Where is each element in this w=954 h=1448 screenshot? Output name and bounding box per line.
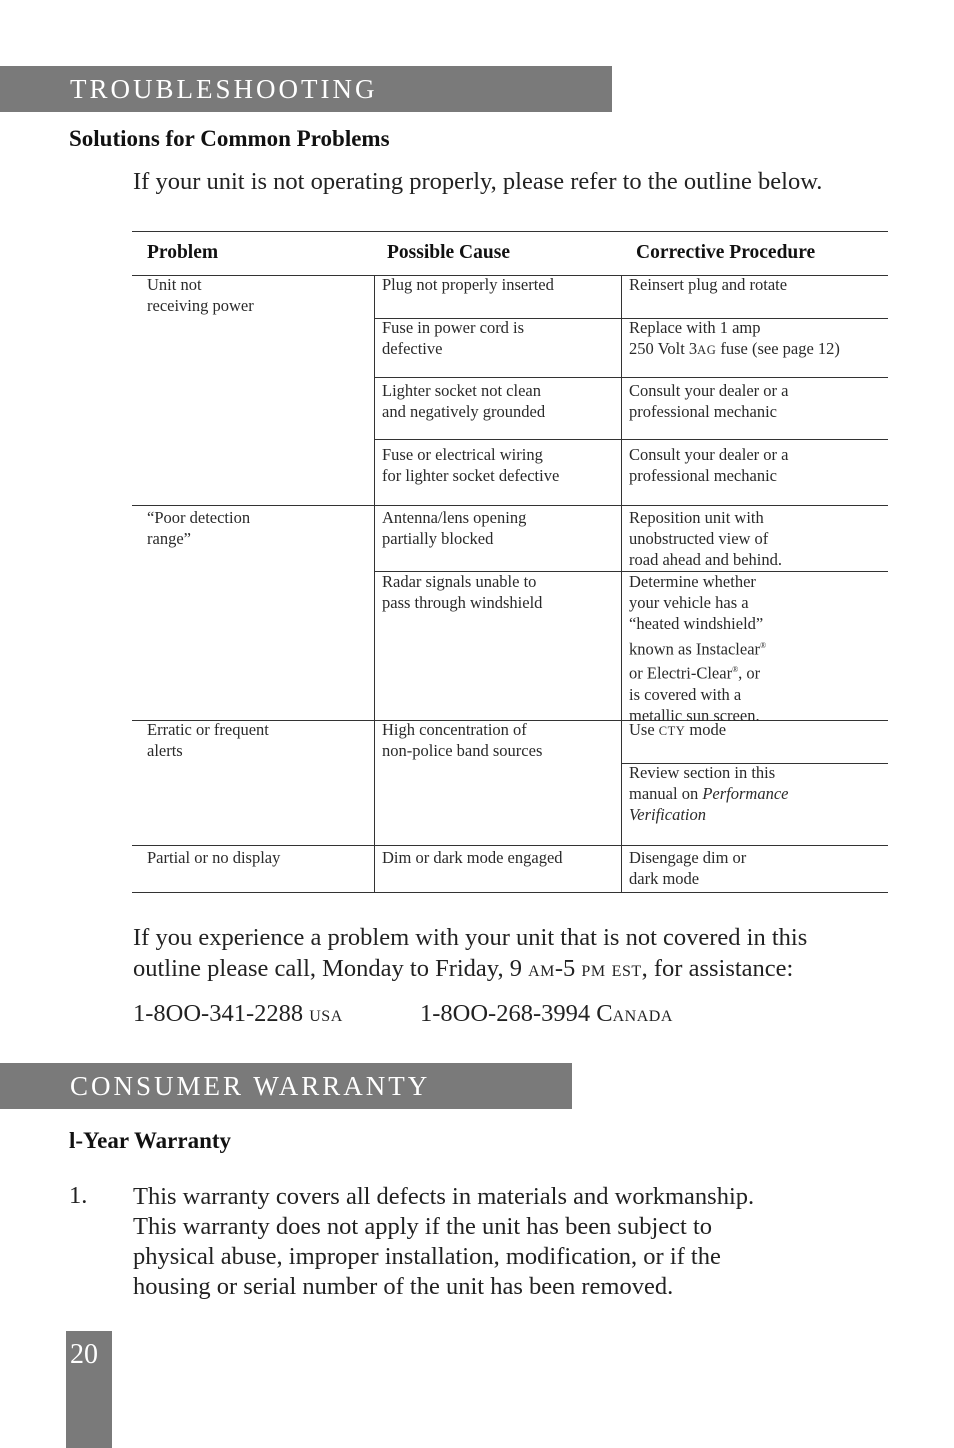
contact-text: outline please call, Monday to Friday, 9 <box>133 955 529 982</box>
est-label: EST <box>611 963 642 980</box>
cause-line: Dim or dark mode engaged <box>382 848 563 867</box>
problem-line: alerts <box>147 741 183 761</box>
procedure-line <box>629 659 766 684</box>
registered-mark: ® <box>760 640 767 650</box>
phone-canada-label: ANADA <box>612 1008 673 1025</box>
cause-line: Lighter socket not clean <box>382 381 541 400</box>
contact-paragraph <box>133 922 807 987</box>
procedure-text: , or <box>738 663 761 683</box>
cause-cell <box>382 274 554 295</box>
procedure-line: metallic sun screen. <box>629 706 760 726</box>
procedure-italic: Verification <box>629 805 706 825</box>
phone-usa-label: USA <box>309 1008 343 1025</box>
header-possible-cause: Possible Cause <box>387 242 510 263</box>
procedure-text: manual on <box>629 784 703 804</box>
procedure-line: Reposition unit with <box>629 508 764 527</box>
procedure-line <box>629 719 726 742</box>
procedure-text: or Electri-Clear <box>629 663 733 683</box>
cause-cell <box>382 444 559 486</box>
cause-line: Radar signals unable to <box>382 572 537 591</box>
procedure-cell <box>629 380 788 422</box>
warranty-line: physical abuse, improper installation, modification, or if the <box>133 1243 721 1270</box>
am-label: AM <box>528 963 555 980</box>
procedure-line: Review section in this <box>629 763 776 782</box>
table-rule <box>374 377 888 378</box>
procedure-line: Consult your dealer or a <box>629 445 789 464</box>
procedure-text: known as Instaclear <box>629 639 761 659</box>
intro-paragraph: If your unit is not operating properly, please refer to the outline below. <box>133 168 823 195</box>
warranty-line: housing or serial number of the unit has been removed. <box>133 1273 674 1300</box>
procedure-line <box>629 338 840 361</box>
troubleshooting-title: TROUBLESHOOTING <box>70 73 378 104</box>
pm-label: PM <box>581 963 606 980</box>
problem-line: “Poor detection <box>147 508 251 527</box>
fuse-type-smallcaps: AG <box>697 343 717 358</box>
procedure-cell <box>629 507 782 571</box>
table-rule <box>132 845 888 846</box>
cause-cell <box>382 847 563 868</box>
cause-line: Fuse in power cord is <box>382 318 525 337</box>
problem-line: Erratic or frequent <box>147 720 269 739</box>
procedure-text: 250 Volt 3 <box>629 339 698 359</box>
procedure-cell <box>629 847 746 889</box>
cause-line: Fuse or electrical wiring <box>382 445 543 464</box>
warranty-banner <box>0 1063 572 1109</box>
procedure-cell <box>629 274 787 295</box>
procedure-cell <box>629 317 840 361</box>
contact-line: If you experience a problem with your unit that is not covered in this <box>133 924 808 951</box>
city-mode-smallcaps: CTY <box>658 724 686 738</box>
procedure-line: road ahead and behind. <box>629 550 783 570</box>
procedure-line: is covered with a <box>629 685 742 705</box>
cause-cell <box>382 571 542 613</box>
phone-canada-number: 1-8OO-268-3994 C <box>420 1000 613 1027</box>
phone-usa <box>133 998 343 1032</box>
procedure-line: Replace with 1 amp <box>629 318 761 337</box>
procedure-line <box>629 635 766 660</box>
procedure-line: professional mechanic <box>629 402 777 422</box>
warranty-subheading: l-Year Warranty <box>69 1128 232 1153</box>
warranty-item-number: 1. <box>69 1182 88 1209</box>
warranty-item-text <box>133 1182 754 1302</box>
warranty-line: This warranty covers all defects in materials and workmanship. <box>133 1183 755 1210</box>
procedure-line: unobstructed view of <box>629 529 769 549</box>
problem-cell <box>147 847 280 868</box>
problem-line: Partial or no display <box>147 848 281 867</box>
procedure-line <box>629 804 788 825</box>
table-col-divider <box>374 275 375 892</box>
problem-cell <box>147 507 250 549</box>
registered-mark: ® <box>732 665 739 675</box>
procedure-text: mode <box>685 720 727 739</box>
phone-canada <box>420 998 673 1032</box>
warranty-line: This warranty does not apply if the unit has been subject to <box>133 1213 713 1240</box>
procedure-line: Determine whether <box>629 572 756 591</box>
procedure-line <box>629 783 788 804</box>
problem-line: range” <box>147 529 191 549</box>
page-number: 20 <box>70 1339 98 1370</box>
header-problem: Problem <box>147 242 219 263</box>
contact-line <box>133 953 807 987</box>
cause-line: Plug not properly inserted <box>382 275 554 294</box>
table-rule <box>374 439 888 440</box>
cause-line: Antenna/lens opening <box>382 508 527 527</box>
problem-line: Unit not <box>147 275 202 294</box>
procedure-line: professional mechanic <box>629 466 777 486</box>
table-col-divider <box>621 275 622 892</box>
contact-text: -5 <box>554 955 582 982</box>
troubleshooting-table <box>132 231 888 893</box>
cause-line: High concentration of <box>382 720 527 739</box>
procedure-text: fuse (see page 12) <box>716 339 840 359</box>
table-rule <box>132 505 888 506</box>
cause-cell <box>382 380 545 422</box>
solutions-subheading: Solutions for Common Problems <box>69 126 390 151</box>
procedure-line: “heated windshield” <box>629 614 764 634</box>
page-number-tab <box>66 1331 112 1448</box>
procedure-cell <box>629 571 766 726</box>
cause-line: and negatively grounded <box>382 402 546 422</box>
procedure-line: Reinsert plug and rotate <box>629 275 788 294</box>
procedure-cell <box>629 762 788 826</box>
cause-line: partially blocked <box>382 529 494 549</box>
troubleshooting-banner <box>0 66 612 112</box>
phone-usa-number: 1-8OO-341-2288 <box>133 1000 310 1027</box>
procedure-italic: Performance <box>702 784 789 804</box>
cause-line: for lighter socket defective <box>382 466 560 486</box>
procedure-cell <box>629 719 726 742</box>
procedure-cell <box>629 444 788 486</box>
header-corrective-procedure: Corrective Procedure <box>636 242 816 263</box>
warranty-title: CONSUMER WARRANTY <box>70 1070 431 1101</box>
table-rule-bottom <box>132 892 888 893</box>
cause-cell <box>382 507 526 549</box>
cause-cell <box>382 317 524 359</box>
procedure-line: dark mode <box>629 869 700 889</box>
procedure-line: Consult your dealer or a <box>629 381 789 400</box>
procedure-text: Use <box>629 720 659 739</box>
cause-cell <box>382 719 542 761</box>
problem-line: receiving power <box>147 296 254 316</box>
contact-text: , for assistance: <box>641 955 794 982</box>
procedure-line: Disengage dim or <box>629 848 747 867</box>
problem-cell <box>147 719 269 761</box>
cause-line: pass through windshield <box>382 593 543 613</box>
cause-line: non-police band sources <box>382 741 543 761</box>
cause-line: defective <box>382 339 443 359</box>
problem-cell <box>147 274 254 316</box>
procedure-line: your vehicle has a <box>629 593 749 613</box>
